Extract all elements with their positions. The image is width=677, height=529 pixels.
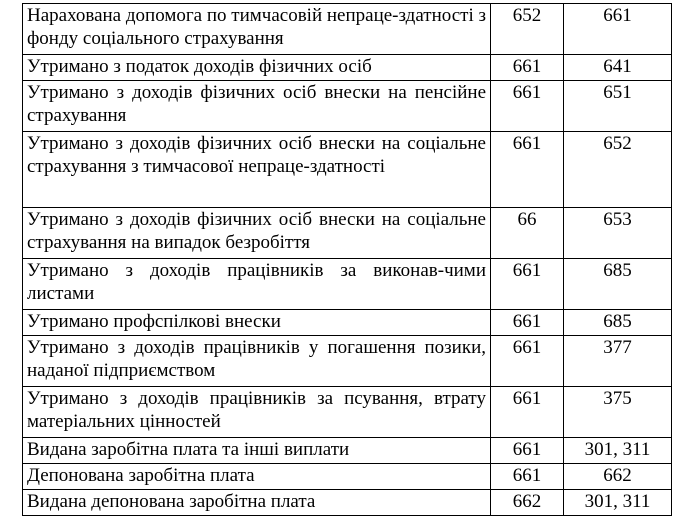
- accounting-entries-table: [22, 3, 672, 516]
- entry-description: Утримано з доходів фізичних осіб внески на пенсійне страхування: [23, 81, 491, 132]
- table-row: [23, 4, 672, 55]
- table-row: [23, 336, 672, 387]
- debit-account: 661: [491, 336, 564, 387]
- entry-description: Утримано з доходів працівників за псування, втрату матеріальних цінностей: [23, 387, 491, 438]
- entry-description: Видана заробітна плата та інші виплати: [23, 438, 491, 464]
- entry-description: Утримано профспілкові внески: [23, 310, 491, 336]
- table-row: [23, 55, 672, 81]
- entry-description: Утримано з доходів фізичних осіб внески на соціальне страхування з тимчасової непраце-здатності: [23, 132, 491, 208]
- debit-account: 662: [491, 490, 564, 516]
- table-row: [23, 208, 672, 259]
- debit-account: 661: [491, 438, 564, 464]
- entry-description: Видана депонована заробітна плата: [23, 490, 491, 516]
- entry-description: Утримано з доходів фізичних осіб внески на соціальне страхування на випадок безробіття: [23, 208, 491, 259]
- debit-account: 661: [491, 464, 564, 490]
- table-row: [23, 81, 672, 132]
- credit-account: 301, 311: [564, 438, 672, 464]
- debit-account: 661: [491, 387, 564, 438]
- credit-account: 651: [564, 81, 672, 132]
- debit-account: 661: [491, 55, 564, 81]
- table-row: [23, 490, 672, 516]
- credit-account: 685: [564, 310, 672, 336]
- table-row: [23, 310, 672, 336]
- table-row: [23, 438, 672, 464]
- debit-account: 661: [491, 132, 564, 208]
- credit-account: 653: [564, 208, 672, 259]
- entry-description: Нарахована допомога по тимчасовій непраце-здатності з фонду соціального страхування: [23, 4, 491, 55]
- credit-account: 661: [564, 4, 672, 55]
- debit-account: 661: [491, 310, 564, 336]
- credit-account: 652: [564, 132, 672, 208]
- debit-account: 652: [491, 4, 564, 55]
- debit-account: 661: [491, 259, 564, 310]
- credit-account: 375: [564, 387, 672, 438]
- table-row: [23, 259, 672, 310]
- table-row: [23, 464, 672, 490]
- debit-account: 66: [491, 208, 564, 259]
- credit-account: 377: [564, 336, 672, 387]
- debit-account: 661: [491, 81, 564, 132]
- credit-account: 685: [564, 259, 672, 310]
- entry-description: Утримано з доходів працівників за виконав-чими листами: [23, 259, 491, 310]
- entry-description: Утримано з податок доходів фізичних осіб: [23, 55, 491, 81]
- credit-account: 641: [564, 55, 672, 81]
- table-row: [23, 132, 672, 208]
- credit-account: 662: [564, 464, 672, 490]
- entry-description: Утримано з доходів працівників у погашення позики, наданої підприємством: [23, 336, 491, 387]
- table-row: [23, 387, 672, 438]
- table-body: [23, 4, 672, 516]
- credit-account: 301, 311: [564, 490, 672, 516]
- entry-description: Депонована заробітна плата: [23, 464, 491, 490]
